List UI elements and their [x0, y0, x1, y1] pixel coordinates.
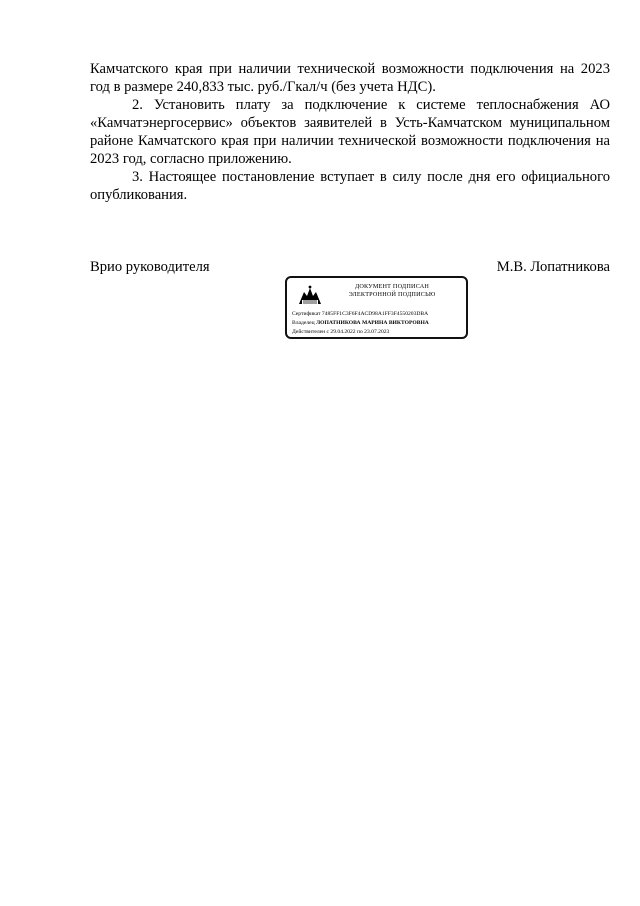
signer-name: М.В. Лопатникова: [496, 259, 610, 275]
owner-value: ЛОПАТНИКОВА МАРИНА ВИКТОРОВНА: [316, 320, 429, 326]
stamp-header-line-2: ЭЛЕКТРОННОЙ ПОДПИСЬЮ: [348, 291, 436, 298]
electronic-signature-stamp: [285, 276, 468, 339]
certificate-label: Сертификат: [292, 311, 321, 317]
document-body: [90, 60, 610, 204]
paragraph-2-connection-fee: 2. Установить плату за подключение к системе теплоснабжения АО «Камчатэнергосервис» объектов заявителей в Усть-Камчатском муниципальном районе Камчатского края при наличии технической возможности подключения на 2023 год, согласно приложению.: [90, 97, 610, 167]
validity-value: 29.04.2022 по 23.07.2023: [330, 329, 390, 335]
owner-label: Владелец: [292, 320, 315, 326]
stamp-header: [323, 283, 461, 299]
stamp-header-line-1: ДОКУМЕНТ ПОДПИСАН: [354, 283, 430, 290]
stamp-validity-line: [292, 329, 467, 336]
stamp-owner-line: [292, 320, 467, 327]
kamchatka-emblem-icon: [297, 284, 323, 306]
paragraph-3-effective-date: 3. Настоящее постановление вступает в силу после дня его официального опубликования.: [90, 169, 610, 203]
stamp-certificate-line: [292, 311, 467, 318]
paragraph-tariff-continuation: Камчатского края при наличии технической возможности подключения на 2023 год в размере 240,833 тыс. руб./Гкал/ч (без учета НДС).: [90, 61, 610, 95]
signer-title: Врио руководителя: [90, 259, 210, 275]
certificate-value: 7485FF1C3F6F4ACD98A1FF3F4550203DBA: [321, 311, 429, 317]
validity-label: Действителен с: [292, 329, 329, 335]
